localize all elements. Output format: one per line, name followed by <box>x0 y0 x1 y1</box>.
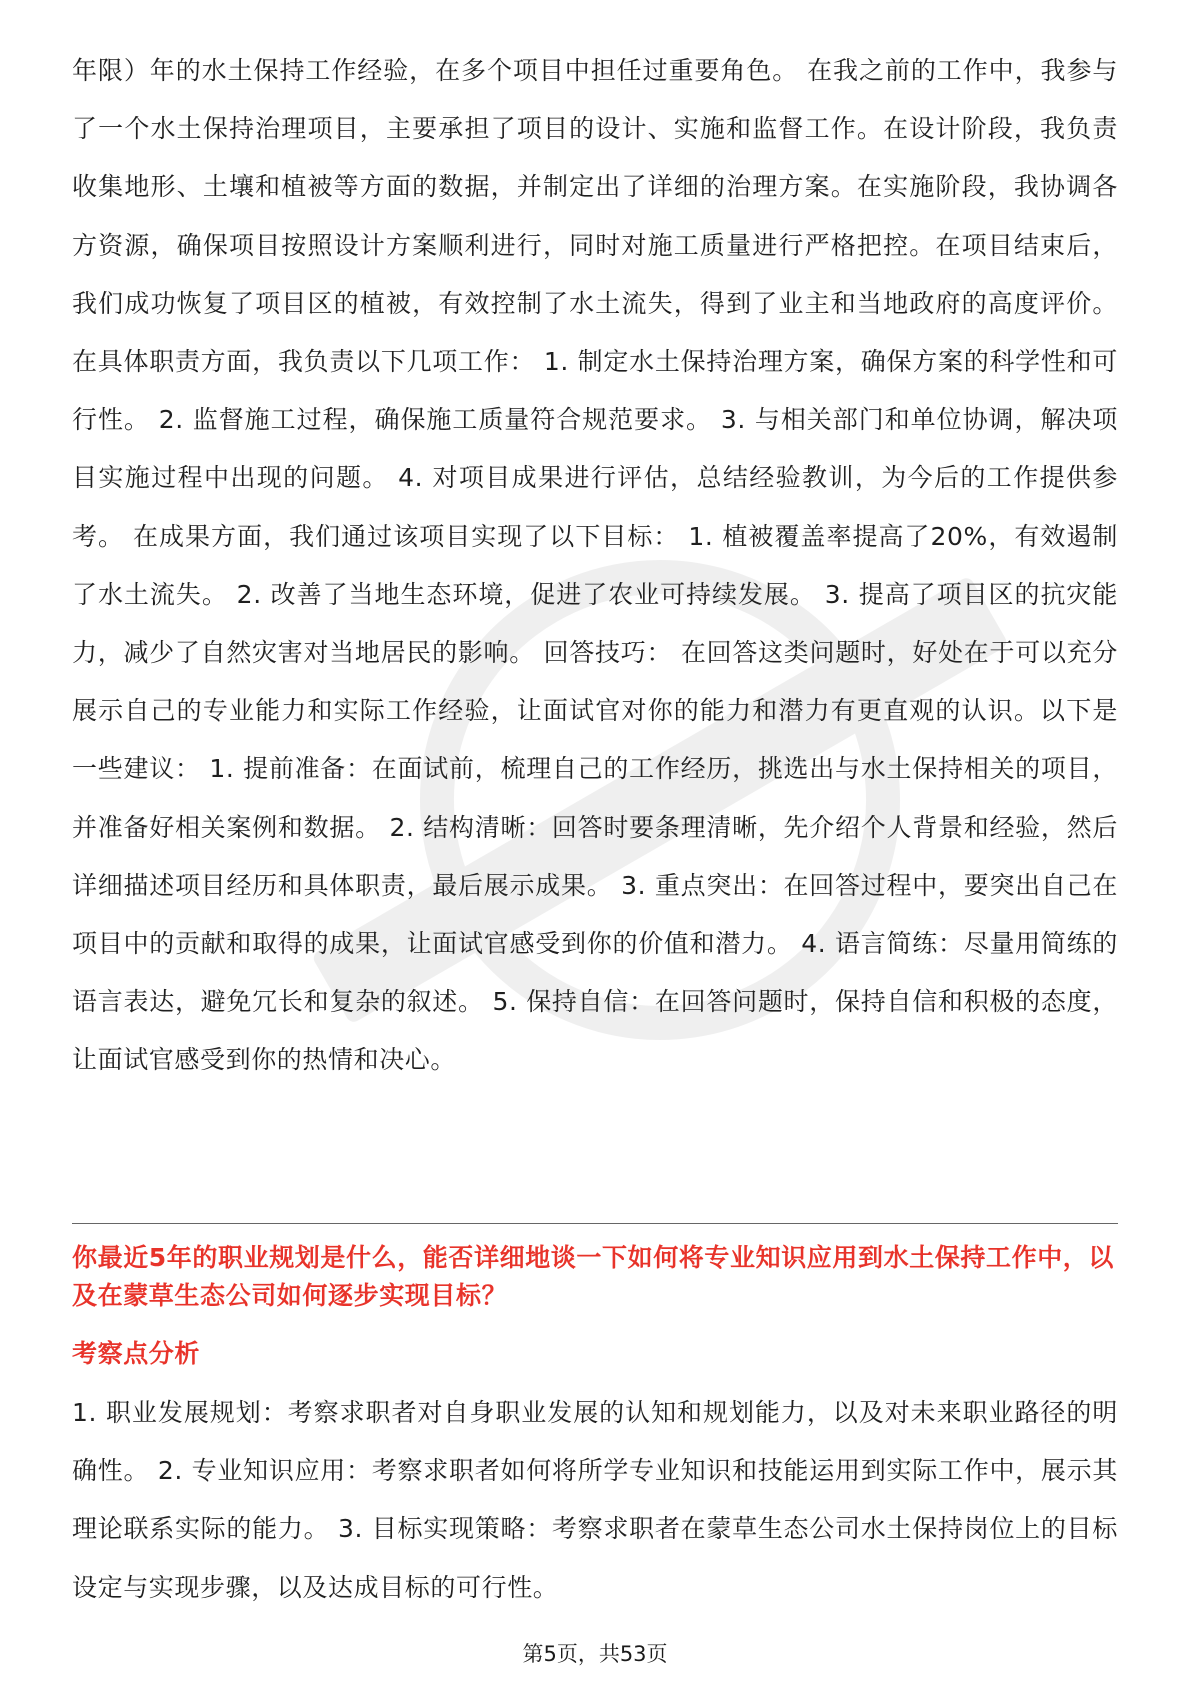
page-number-footer: 第5页，共53页 <box>522 1642 668 1666</box>
section-divider <box>72 1223 1118 1224</box>
question-heading: 你最近5年的职业规划是什么，能否详细地谈一下如何将专业知识应用到水土保持工作中，以及在蒙草生态公司如何逐步实现目标？ <box>72 1243 1114 1310</box>
answer-paragraph: 年限）年的水土保持工作经验，在多个项目中担任过重要角色。 在我之前的工作中，我参与了一个水土保持治理项目，主要承担了项目的设计、实施和监督工作。在设计阶段，我负责收集地形、土壤和植被等方面的数据，并制定出了详细的治理方案。在实施阶段，我协调各方资源，确保项目按照设计方案顺利进行，同时对施工质量进行严格把控。在项目结束后，我们成功恢复了项目区的植被，有效控制了水土流失，得到了业主和当地政府的高度评价。 在具体职责方面，我负责以下几项工作： 1. 制定水土保持治理方案，确保方案的科学性和可行性。 2. 监督施工过程，确保施工质量符合规范要求。 3. 与相关部门和单位协调，解决项目实施过程中出现的问题。 4. 对项目成果进行评估，总结经验教训，为今后的工作提供参考。 在成果方面，我们通过该项目实现了以下目标： 1. 植被覆盖率提高了20%，有效遏制了水土流失。 2. 改善了当地生态环境，促进了农业可持续发展。 3. 提高了项目区的抗灾能力，减少了自然灾害对当地居民的影响。 回答技巧： 在回答这类问题时，好处在于可以充分展示自己的专业能力和实际工作经验，让面试官对你的能力和潜力有更直观的认识。以下是一些建议： 1. 提前准备：在面试前，梳理自己的工作经历，挑选出与水土保持相关的项目，并准备好相关案例和数据。 2. 结构清晰：回答时要条理清晰，先介绍个人背景和经验，然后详细描述项目经历和具体职责，最后展示成果。 3. 重点突出：在回答过程中，要突出自己在项目中的贡献和取得的成果，让面试官感受到你的价值和潜力。 4. 语言简练：尽量用简练的语言表达，避免冗长和复杂的叙述。 5. 保持自信：在回答问题时，保持自信和积极的态度，让面试官感受到你的热情和决心。 <box>72 56 1118 1075</box>
analysis-paragraph: 1. 职业发展规划：考察求职者对自身职业发展的认知和规划能力，以及对未来职业路径的明确性。 2. 专业知识应用：考察求职者如何将所学专业知识和技能运用到实际工作中，展示其理论联系实际的能力。 3. 目标实现策略：考察求职者在蒙草生态公司水土保持岗位上的目标设定与实现步骤，以及达成目标的可行性。 <box>72 1398 1118 1602</box>
answer-section <box>72 42 1118 1090</box>
analysis-heading: 考察点分析 <box>72 1339 201 1368</box>
